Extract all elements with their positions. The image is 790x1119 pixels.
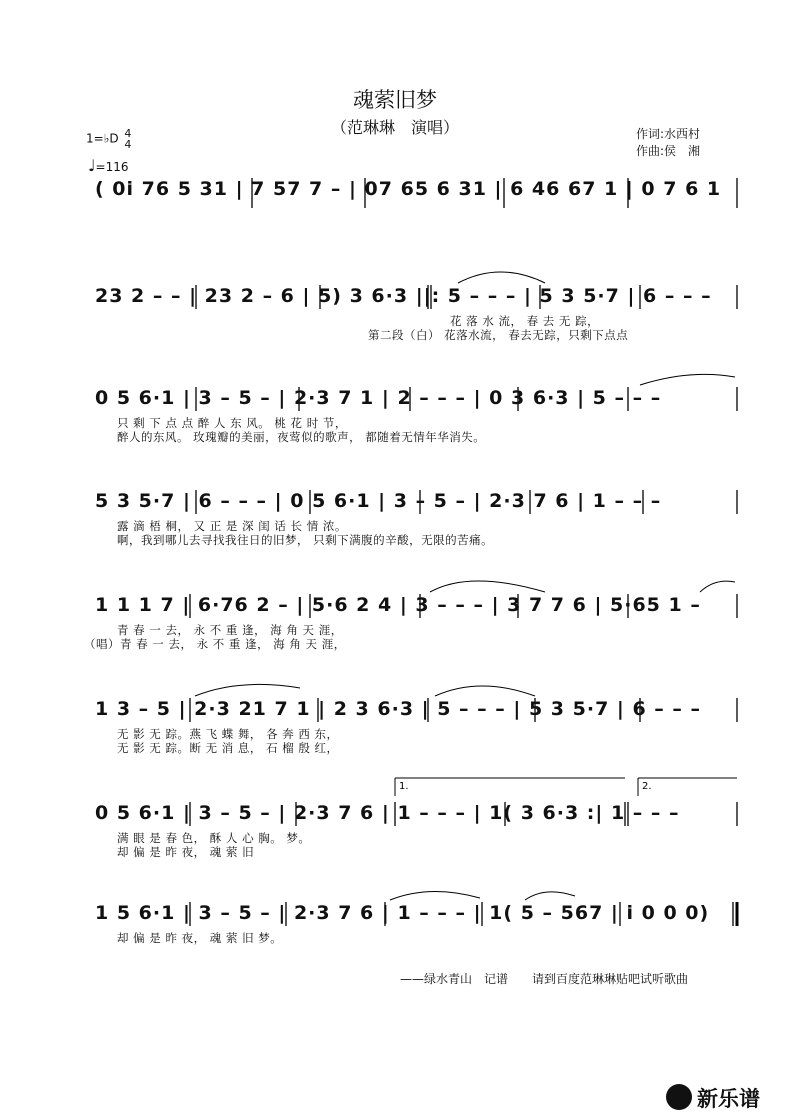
score-system-8 <box>0 900 790 950</box>
lyric-line-1: 却 偏 是 昨 夜， 魂 萦 旧 梦。 <box>117 931 283 945</box>
score-system-4 <box>0 488 790 548</box>
lyric-line-2: （唱）青 春 一 去， 永 不 重 逢， 海 角 天 涯， <box>84 637 346 651</box>
lyric-line-1: 只 剩 下 点 点 醉 人 东 风。 桃 花 时 节， <box>117 416 347 430</box>
lyric-line-1: 花 落 水 流， 春 去 无 踪， <box>450 314 600 328</box>
time-signature-top: 4 <box>124 127 132 140</box>
lyric-line-1: 满 眼 是 春 色， 酥 人 心 胸。 梦。 <box>117 831 311 845</box>
lyric-line-2: 啊，我到哪儿去寻找我往日的旧梦， 只剩下满腹的辛酸，无限的苦痛。 <box>117 533 494 547</box>
notation-line: ( 0i 76 5 31 | 7 57 7 – | 07 65 6 31 | 6 46 67 1 | 0 7 6 1 <box>95 178 722 200</box>
lyric-line-1: 青 春 一 去， 永 不 重 逢， 海 角 天 涯， <box>117 623 343 637</box>
tempo-marking: ♩=116 <box>88 156 129 175</box>
time-signature-bottom: 4 <box>124 138 132 151</box>
composer: 作曲:侯 湘 <box>636 144 701 158</box>
score-system-7 <box>0 781 790 860</box>
lyric-line-2: 醉人的东风。 玫瑰瓣的美丽，夜莺似的歌声， 都随着无情年华消失。 <box>117 430 486 444</box>
lyric-line-2: 第二段（白） 花落水流， 春去无踪，只剩下点点 <box>368 328 629 342</box>
volta-1: 1. <box>399 781 409 792</box>
lyricist: 作词:水西村 <box>636 127 701 141</box>
song-subtitle: （范琳琳 演唱） <box>330 118 459 137</box>
score-system-2 <box>0 283 790 343</box>
notation-line: 1 3 – 5 | 2·3 21 7 1 | 2 3 6·3 | 5 – – – | 5 3 5·7 | 6 – – – <box>95 698 702 720</box>
site-logo[interactable]: 新乐谱 <box>697 1087 760 1111</box>
score-system-1 <box>0 176 790 216</box>
lyric-line-2: 却 偏 是 昨 夜， 魂 萦 旧 <box>117 845 255 859</box>
notation-line: 1 5 6·1 | 3 – 5 – | 2·3 7 6 | 1 – – – | 1( 5 – 567 | i 0 0 0) <box>95 902 710 924</box>
credits <box>636 126 700 160</box>
song-title: 魂萦旧梦 <box>353 88 437 112</box>
lyric-line-1: 露 滴 梧 桐， 又 正 是 深 闺 话 长 情 浓。 <box>117 519 347 533</box>
score-system-3 <box>0 385 790 445</box>
key-signature: 1=♭D 4 4 <box>86 127 132 151</box>
transcriber-note: ——绿水青山 记谱 请到百度范琳琳贴吧试听歌曲 <box>400 972 689 986</box>
vinyl-record-icon <box>666 1084 692 1110</box>
lyric-line-1: 无 影 无 踪。燕 飞 蝶 舞， 各 奔 西 东， <box>117 727 339 741</box>
lyric-line-2: 无 影 无 踪。断 无 消 息， 石 榴 殷 红， <box>117 741 339 755</box>
score-system-5 <box>0 592 790 652</box>
notation-line: 5 3 5·7 | 6 – – – | 0 5 6·1 | 3 – 5 – | 2·3 7 6 | 1 – – – <box>95 490 662 512</box>
notation-line: 23 2 – – | 23 2 – 6 | 5) 3 6·3 ||: 5 – – – | 5 3 5·7 | 6 – – – <box>95 285 712 307</box>
volta-2: 2. <box>642 781 652 792</box>
notation-line: 1 1 1 7 | 6·76 2 – | 5·6 2 4 | 3 – – – | 3 7 7 6 | 5·65 1 – <box>95 594 701 616</box>
quarter-note-icon: ♩ <box>88 156 96 175</box>
score-system-6 <box>0 696 790 756</box>
notation-line: 0 5 6·1 | 3 – 5 – | 2·3 7 6 | 1 – – – | 1( 3 6·3 :| 1 – – – <box>95 802 680 824</box>
notation-line: 0 5 6·1 | 3 – 5 – | 2·3 7 1 | 2 – – – | 0 3 6·3 | 5 – – – <box>95 387 662 409</box>
